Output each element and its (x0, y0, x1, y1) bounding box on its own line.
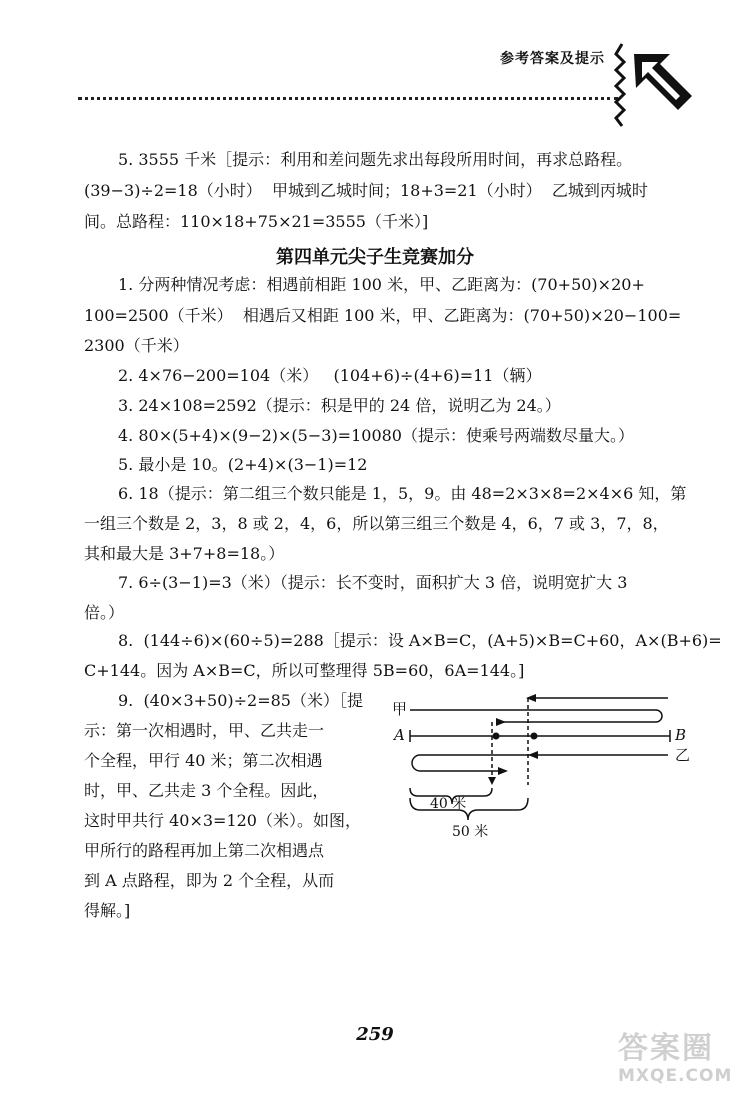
item-2: 2. 4×76−200=104（米） (104+6)÷(4+6)=11（辆） (118, 366, 542, 385)
second-meet-point (531, 733, 538, 740)
label-jia: 甲 (392, 700, 408, 718)
arrow-jia (496, 718, 506, 726)
label-50: 50 米 (452, 824, 489, 840)
item-4: 4. 80×(5+4)×(9−2)×(5−3)=10080（提示：使乘号两端数尽量大。） (118, 426, 634, 445)
item-5: 5. 最小是 10。(2+4)×(3−1)=12 (118, 455, 368, 474)
yi-route (412, 755, 668, 771)
item-1-line-3: 2300（千米） (84, 336, 189, 355)
first-meet-point (493, 733, 500, 740)
label-b: B (675, 726, 687, 744)
item-9-line-2: 示：第一次相遇时，甲、乙共走一 (84, 721, 325, 740)
header-arrow-icon (612, 40, 692, 130)
item-9-line-8: 得解。] (84, 901, 131, 920)
brace-50 (410, 798, 528, 820)
item-9-line-7: 到 A 点路程，即为 2 个全程，从而 (84, 871, 335, 890)
item-9-line-5: 这时甲共行 40×3=120（米）。如图， (84, 811, 361, 830)
item-8-line-2: C+144。因为 A×B=C，所以可整理得 5B=60，6A=144。] (84, 661, 525, 680)
watermark-line-2: MXQE.COM (618, 1066, 733, 1086)
item-6-line-3: 其和最大是 3+7+8=18。） (84, 544, 285, 563)
section-title: 第四单元尖子生竞赛加分 (276, 247, 474, 268)
answer-5-line-1: 5. 3555 千米［提示：利用和差问题先求出每段所用时间，再求总路程。 (118, 150, 633, 169)
meeting-diagram (388, 680, 708, 850)
answer-5-line-3: 间。总路程：110×18+75×21=3555（千米）] (84, 212, 429, 231)
label-40: 40 米 (430, 796, 467, 812)
item-1-line-2: 100=2500（千米） 相遇后又相距 100 米，甲、乙距离为：(70+50)×20−100= (84, 306, 682, 325)
item-6-line-2: 一组三个数是 2，3，8 或 2，4，6，所以第三组三个数是 4，6，7 或 3，7，8， (84, 514, 669, 533)
jia-route (410, 710, 662, 722)
item-9-line-3: 个全程，甲行 40 米；第二次相遇 (84, 751, 323, 770)
answer-5-line-2: (39−3)÷2=18（小时） 甲城到乙城时间；18+3=21（小时） 乙城到丙城时 (84, 181, 648, 200)
item-9-line-1: 9. (40×3+50)÷2=85（米）［提 (118, 691, 363, 710)
label-yi: 乙 (675, 746, 691, 764)
item-6-line-1: 6. 18（提示：第二组三个数只能是 1，5，9。由 48=2×3×8=2×4×6 知，第 (118, 484, 687, 503)
item-7-line-1: 7. 6÷(3−1)=3（米）（提示：长不变时，面积扩大 3 倍，说明宽扩大 3 (118, 573, 628, 592)
label-a: A (394, 726, 405, 744)
header-title: 参考答案及提示 (500, 51, 605, 67)
item-9-line-4: 时，甲、乙共走 3 个全程。因此， (84, 781, 329, 800)
watermark-logo (618, 1032, 748, 1092)
arrow-yi (528, 751, 538, 759)
item-9-line-6: 甲所行的路程再加上第二次相遇点 (84, 841, 325, 860)
watermark-line-1: 答案圈 (618, 1031, 714, 1066)
item-3: 3. 24×108=2592（提示：积是甲的 24 倍，说明乙为 24。） (118, 396, 561, 415)
page-number: 259 (356, 1024, 394, 1045)
item-8-line-1: 8. (144÷6)×(60÷5)=288［提示：设 A×B=C，(A+5)×B=C+60，A×(B+6)= (118, 631, 722, 650)
item-7-line-2: 倍。） (84, 603, 125, 622)
header-dotted-rule (78, 97, 618, 100)
item-1-line-1: 1. 分两种情况考虑：相遇前相距 100 米，甲、乙距离为：(70+50)×20+ (118, 275, 645, 294)
